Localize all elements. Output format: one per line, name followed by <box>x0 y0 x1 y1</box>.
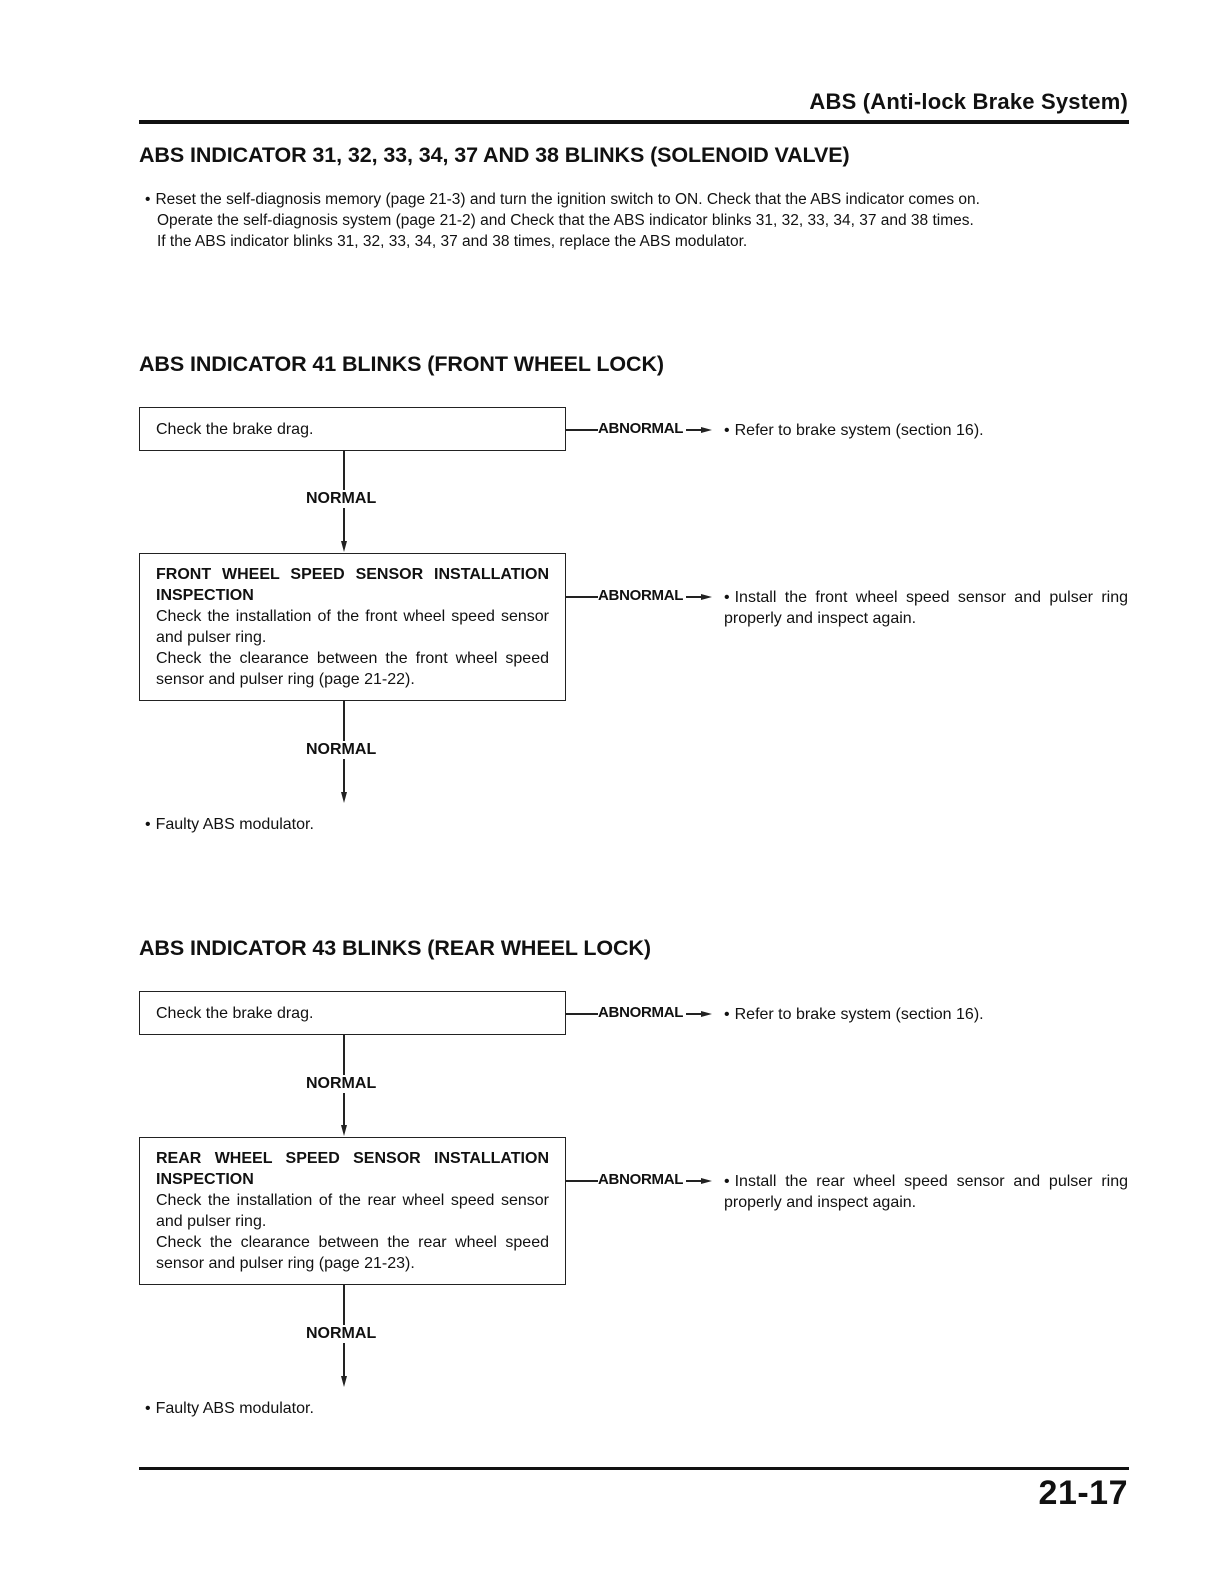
rear-abnormal1-line <box>566 1013 598 1015</box>
front-result2 <box>724 587 1128 629</box>
rear-result1 <box>724 1004 984 1025</box>
rear-result2 <box>724 1171 1128 1213</box>
front-normal1-label: NORMAL <box>306 490 377 507</box>
front-abnormal2-arrowhead <box>701 594 712 600</box>
rear-abnormal1-arrow-shaft <box>686 1013 702 1015</box>
rear-section-title: ABS INDICATOR 43 BLINKS (REAR WHEEL LOCK) <box>139 936 651 960</box>
front-abnormal2-arrow-shaft <box>686 596 702 598</box>
header-rule <box>139 120 1129 124</box>
solenoid-line-3: If the ABS indicator blinks 31, 32, 33, 34, 37 and 38 times, replace the ABS modulator. <box>157 233 748 250</box>
rear-normal2-label: NORMAL <box>306 1325 377 1342</box>
front-step1-text: Check the brake drag. <box>156 420 314 438</box>
rear-final-result: • Faulty ABS modulator. <box>145 1400 314 1418</box>
front-normal2-label: NORMAL <box>306 741 377 758</box>
rear-abnormal1-label: ABNORMAL <box>598 1004 684 1021</box>
front-abnormal1-arrow-shaft <box>686 429 702 431</box>
rear-normal1-label: NORMAL <box>306 1075 377 1092</box>
rear-abnormal2-label: ABNORMAL <box>598 1171 684 1188</box>
front-abnormal2-line <box>566 596 598 598</box>
rear-abnormal2-arrowhead <box>701 1178 712 1184</box>
front-normal2-arrowhead <box>341 792 347 803</box>
rear-step2-line2: Check the clearance between the rear wheel speed sensor and pulser ring (page 21-23). <box>156 1234 549 1272</box>
front-abnormal2-label: ABNORMAL <box>598 587 684 604</box>
rear-step-sensor-inspection <box>139 1137 566 1285</box>
front-normal1-arrowhead <box>341 541 347 552</box>
front-step2-heading: FRONT WHEEL SPEED SENSOR INSTALLATION INSPECTION <box>156 566 549 604</box>
front-result1-text: • Refer to brake system (section 16). <box>724 422 984 439</box>
solenoid-section-title: ABS INDICATOR 31, 32, 33, 34, 37 AND 38 BLINKS (SOLENOID VALVE) <box>139 143 850 167</box>
rear-abnormal2-arrow-shaft <box>686 1180 702 1182</box>
front-abnormal1-label: ABNORMAL <box>598 420 684 437</box>
solenoid-line-2: Operate the self-diagnosis system (page 21-2) and Check that the ABS indicator blinks 31, 32, 33, 34, 37 and 38 times. <box>157 212 974 229</box>
rear-abnormal2-line <box>566 1180 598 1182</box>
front-result1 <box>724 420 984 441</box>
front-step-sensor-inspection <box>139 553 566 701</box>
rear-step-check-brake-drag <box>139 991 566 1035</box>
footer-rule <box>139 1467 1129 1470</box>
page-header-title: ABS (Anti-lock Brake System) <box>809 89 1128 114</box>
rear-result2-text: • Install the rear wheel speed sensor and pulser ring properly and inspect again. <box>724 1173 1128 1211</box>
rear-normal2-arrowhead <box>341 1376 347 1387</box>
front-abnormal1-line <box>566 429 598 431</box>
rear-step2-heading: REAR WHEEL SPEED SENSOR INSTALLATION INSPECTION <box>156 1150 549 1188</box>
front-final-result: • Faulty ABS modulator. <box>145 816 314 834</box>
rear-step2-line1: Check the installation of the rear wheel speed sensor and pulser ring. <box>156 1192 549 1230</box>
rear-abnormal1-arrowhead <box>701 1011 712 1017</box>
solenoid-instructions <box>145 189 1115 252</box>
front-step2-line1: Check the installation of the front wheel speed sensor and pulser ring. <box>156 608 549 646</box>
front-section-title: ABS INDICATOR 41 BLINKS (FRONT WHEEL LOCK) <box>139 352 664 376</box>
front-result2-text: • Install the front wheel speed sensor and pulser ring properly and inspect again. <box>724 589 1128 627</box>
solenoid-line-1: • Reset the self-diagnosis memory (page 21-3) and turn the ignition switch to ON. Check that the ABS indicator comes on. <box>145 189 1115 210</box>
front-step2-line2: Check the clearance between the front wheel speed sensor and pulser ring (page 21-22). <box>156 650 549 688</box>
front-abnormal1-arrowhead <box>701 427 712 433</box>
page-number: 21-17 <box>1038 1474 1128 1512</box>
rear-step1-text: Check the brake drag. <box>156 1004 314 1022</box>
rear-normal1-arrowhead <box>341 1125 347 1136</box>
rear-result1-text: • Refer to brake system (section 16). <box>724 1006 984 1023</box>
front-step-check-brake-drag <box>139 407 566 451</box>
